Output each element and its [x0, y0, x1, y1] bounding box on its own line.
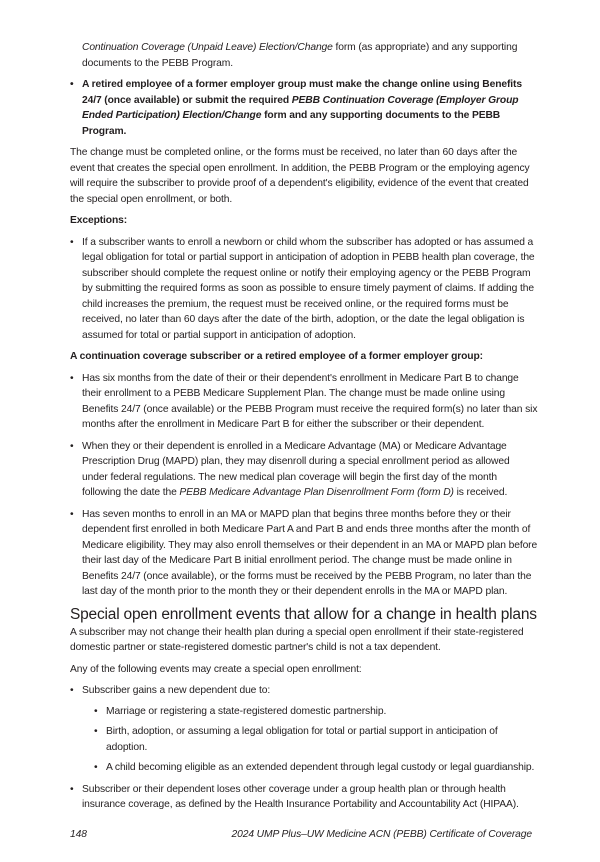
list-item: • A retired employee of a former employer group must make the change online using Benefits 24/7 (once available) or submit the required PEBB Continuation Coverage (Employer Group Ended Participation) Election/Change form and any supporting documents to the PEBB Program. [70, 77, 538, 139]
list-item: • Subscriber gains a new dependent due to: • Marriage or registering a state-registered domestic partnership. • Birth, adoption, or assuming a legal obligation for total or partial support in anticipation of adoption. • A child becoming eligible as an extended dependent through legal custody or legal guardianship. [70, 683, 538, 776]
list-item: • Birth, adoption, or assuming a legal obligation for total or partial support in anticipation of adoption. [94, 724, 538, 755]
paragraph: Any of the following events may create a special open enrollment: [70, 663, 362, 675]
document-title: 2024 UMP Plus–UW Medicine ACN (PEBB) Certificate of Coverage [231, 828, 532, 840]
continuation-text: Continuation Coverage (Unpaid Leave) Election/Change form (as appropriate) and any supporting documents to the PEBB Program. [82, 42, 518, 69]
list-item: • Has six months from the date of their or their dependent's enrollment in Medicare Part B to change their enrollment to a PEBB Medicare Supplement Plan. The change must be made online using Benefits 24/7 (once available) or the PEBB Program must receive the required form(s) no later than six months after the enrollment in Medicare Part B for either the subscriber or their dependent. [70, 371, 538, 433]
retired-list [70, 77, 538, 139]
list-item: • Marriage or registering a state-registered domestic partnership. [94, 704, 538, 720]
list-item: • Has seven months to enroll in an MA or MAPD plan that begins three months before they or their dependent first enrolled in both Medicare Part A and Part B and ends three months after the month of Medicare eligibility. They may also enroll themselves or their dependent in an MA or MAPD plan before their last day of the Medicare Part B initial enrollment period. The change must be made online in Benefits 24/7 (once available), or the forms must be received by the PEBB Program, no later than the last day of the month prior to the month they or their dependent enrolls in the MA or MAPD plan. [70, 507, 538, 600]
page-footer [70, 827, 532, 843]
list-item: • A child becoming eligible as an extended dependent through legal custody or legal guardianship. [94, 760, 538, 776]
sub-list [82, 704, 538, 776]
continuation-list [70, 371, 538, 600]
paragraph: A subscriber may not change their health plan during a special open enrollment if their state-registered domestic partner or state-registered domestic partner's child is not a tax dependent. [70, 626, 524, 653]
document-body [70, 40, 538, 813]
paragraph: The change must be completed online, or the forms must be received, no later than 60 days after the event that creates the special open enrollment. In addition, the PEBB Program or the employing agency will require the subscriber to provide proof of a dependent's eligibility, evidence of the event that created the special open enrollment, or both. [70, 147, 530, 205]
events-list [70, 683, 538, 813]
list-item: • When they or their dependent is enrolled in a Medicare Advantage (MA) or Medicare Advantage Prescription Drug (MAPD) plan, they may disenroll during a special enrollment period as allowed under federal regulations. The new medical plan coverage will begin the first day of the month following the date the PEBB Medicare Advantage Plan Disenrollment Form (form D) is received. [70, 439, 538, 501]
continuation-heading: A continuation coverage subscriber or a retired employee of a former employer group: [70, 351, 483, 362]
exceptions-list [70, 235, 538, 344]
section-heading: Special open enrollment events that allow for a change in health plans [70, 605, 537, 623]
exceptions-heading: Exceptions: [70, 215, 128, 226]
list-item: • Subscriber or their dependent loses other coverage under a group health plan or through health insurance coverage, as defined by the Health Insurance Portability and Accountability Act (HIPAA). [70, 782, 538, 813]
list-item: • If a subscriber wants to enroll a newborn or child whom the subscriber has adopted or has assumed a legal obligation for total or partial support in anticipation of adoption in PEBB health plan coverage, the subscriber should complete the request online or notify their employing agency or the PEBB Program by submitting the required forms as soon as possible to ensure timely payment of claims. If adding the child increases the premium, the request must be received online, or the required forms must be received, no later than 60 days after the date of the birth, adoption, or the date the legal obligation is assumed for total or partial support in anticipation of adoption. [70, 235, 538, 344]
page-number: 148 [70, 828, 87, 840]
